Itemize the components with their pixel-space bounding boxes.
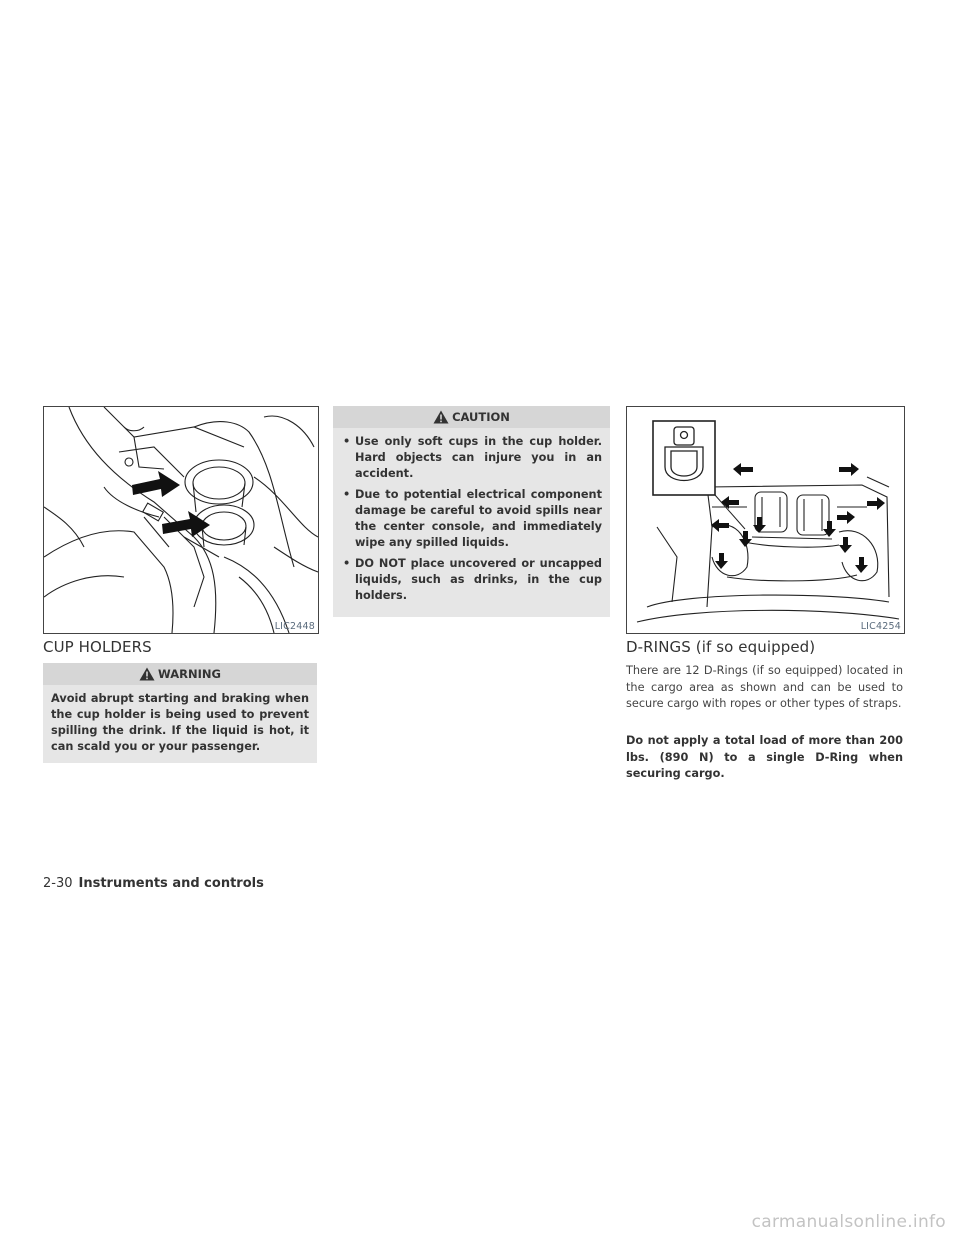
warning-header [43,663,317,685]
section-heading-d-rings: D-RINGS (if so equipped) [626,638,816,656]
caution-body [333,428,610,617]
black-arrow-icon [132,471,210,537]
d-rings-paragraph: There are 12 D-Rings (if so equipped) located in the cargo area as shown and can be used to secure cargo with ropes or other types of straps. [626,664,903,710]
caution-bullet: • Due to potential electrical component damage be careful to avoid spills near the center console, and immediately wipe any spilled liquids. [341,487,602,551]
d-rings-illustration [627,407,904,633]
warning-text: Avoid abrupt starting and braking when the cup holder is being used to prevent spilling the drink. If the liquid is hot, it can scald you or your passenger. [51,692,309,753]
figure-code: LIC4254 [860,621,901,632]
section-heading-cup-holders: CUP HOLDERS [43,638,152,656]
page-number: 2-30 [43,876,73,891]
section-title: Instruments and controls [78,876,264,891]
d-rings-load-notice: Do not apply a total load of more than 200 lbs. (890 N) to a single D-Ring when securing cargo. [626,734,903,780]
d-rings-figure [626,406,905,634]
caution-bullet: • Use only soft cups in the cup holder. Hard objects can injure you in an accident. [341,434,602,482]
warning-box [43,663,317,763]
caution-box [333,406,610,617]
page-footer [43,876,264,891]
caution-title: CAUTION [452,410,510,424]
warning-title: WARNING [158,667,221,681]
black-arrow-icon [711,463,885,573]
warning-triangle-icon [433,410,449,424]
cup-holder-illustration [44,407,318,633]
watermark: carmanualsonline.info [751,1212,946,1232]
cup-holder-figure [43,406,319,634]
figure-code: LIC2448 [274,621,315,632]
caution-bullet: • DO NOT place uncovered or uncapped liquids, such as drinks, in the cup holders. [341,556,602,604]
warning-triangle-icon [139,667,155,681]
caution-list [341,434,602,604]
caution-header [333,406,610,428]
